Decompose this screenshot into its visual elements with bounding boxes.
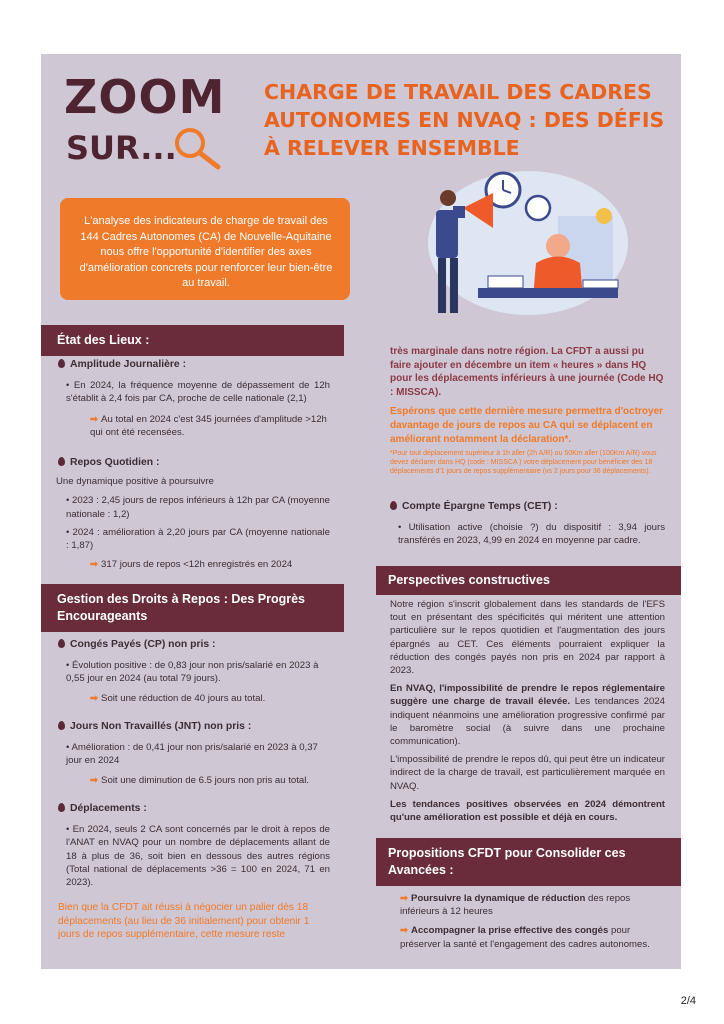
- repos-arrow: 317 jours de repos <12h enregistrés en 2024: [101, 559, 293, 571]
- repos-block: [58, 456, 330, 571]
- cp-title: Congés Payés (CP) non pris :: [70, 639, 216, 650]
- sur-word: SUR...: [66, 129, 177, 167]
- propositions-heading: Propositions CFDT pour Consolider ces Avancées :: [388, 846, 626, 877]
- amplitude-arrow: Au total en 2024 c'est 345 journées d'amplitude >12h qui ont été recensées.: [90, 413, 327, 438]
- deplacements-block: [58, 802, 330, 942]
- jnt-text: • Amélioration : de 0,41 jour non pris/salarié en 2023 à 0,37 jour en 2024: [66, 742, 318, 767]
- footnote: *Pour tout déplacement supérieur à 1h aller (2h A/R) ou 50Km aller (100Km A/R) vous devez déclarer dans HQ (code : MISSCA ) votre déplacement pour bénéficier des 18 déplacements d'1 jours de repos supplémentaire (vs 2 jours pour 36 déplacements).: [390, 450, 657, 476]
- zoom-word: ZOOM: [64, 70, 226, 124]
- arrow-icon: ➡: [90, 559, 99, 571]
- propositions-block: [400, 892, 665, 951]
- intro-box: L'analyse des indicateurs de charge de travail des 144 Cadres Autonomes (CA) de Nouvelle-Aquitaine nous offre l'opportunité d'identifier des axes d'amélioration concrets pour renforcer leur bien-être au travail.: [60, 198, 350, 300]
- arrow-icon: ➡: [400, 893, 409, 904]
- magnifier-icon: [168, 125, 228, 175]
- amplitude-block: [58, 358, 330, 439]
- drop-icon: [58, 639, 65, 648]
- repos-2023: • 2023 : 2,45 jours de repos inférieurs à 12h par CA (moyenne nationale : 1,2): [66, 495, 330, 520]
- etat-heading: État des Lieux :: [57, 333, 150, 347]
- cont-maroon: très marginale dans notre région. La CFDT a aussi pu faire ajouter en décembre un item « heures » dans HQ pour les déplacements inférieurs à une journée (Code HQ : MISSCA).: [390, 346, 664, 398]
- drop-icon: [390, 501, 397, 510]
- drop-icon: [58, 803, 65, 812]
- prop2-rest: pour préserver la santé et l'engagement des cadres autonomes.: [400, 925, 650, 950]
- persp-p2-rest: Les tendances 2024 indiquent néanmoins une amélioration progressive confirmé par le baromètre social (à suivre dans une prochaine communication).: [390, 696, 665, 748]
- arrow-icon: ➡: [400, 925, 409, 937]
- jnt-title: Jours Non Travaillés (JNT) non pris :: [70, 721, 252, 732]
- section-header-gestion: [41, 584, 344, 632]
- repos-intro: Une dynamique positive à poursuivre: [56, 476, 214, 488]
- perspectives-heading: Perspectives constructives: [388, 573, 550, 587]
- repos-2024: • 2024 : amélioration à 2,20 jours par CA (moyenne nationale : 1,87): [66, 526, 330, 552]
- prop1-rest: des repos inférieurs à 12 heures: [400, 893, 631, 918]
- section-header-perspectives: [376, 566, 681, 595]
- stressed-worker-illustration: [408, 168, 628, 328]
- prop1-bold: Poursuivre la dynamique de réduction: [411, 893, 586, 904]
- section-header-etat: [41, 325, 344, 356]
- cet-text: • Utilisation active (choisie ?) du dispositif : 3,94 jours transférés en 2023, 4,99 en 2024 en moyenne par cadre.: [398, 522, 665, 547]
- gestion-heading: Gestion des Droits à Repos : Des Progrès Encourageants: [57, 592, 305, 623]
- arrow-icon: ➡: [90, 413, 99, 425]
- drop-icon: [58, 457, 65, 466]
- amplitude-text: • En 2024, la fréquence moyenne de dépassement de 12h s'établit à 2,4 fois par CA, proche de celle nationale (2,1): [66, 380, 330, 405]
- continuation-block: [390, 345, 665, 476]
- prop2-bold: Accompagner la prise effective des congés: [411, 925, 609, 937]
- cp-arrow: Soit une réduction de 40 jours au total.: [101, 692, 266, 704]
- jnt-block: [58, 720, 330, 787]
- cp-text: • Évolution positive : de 0,83 jour non pris/salarié en 2023 à 0,55 jour en 2024 (au total 79 jours).: [66, 660, 319, 685]
- dep-text: • En 2024, seuls 2 CA sont concernés par le droit à repos de l'ANAT en NVAQ pour un nombre de déplacements allant de 18 à plus de 36, soit bien en dessous des autres régions (Total national de déplacements >36 = 100 en 2024, 71 en 2023).: [66, 824, 330, 889]
- persp-p4: Les tendances positives observées en 2024 démontrent qu'une amélioration est possible et déjà en cours.: [390, 798, 665, 824]
- page-title: CHARGE DE TRAVAIL DES CADRES AUTONOMES EN NVAQ : DES DÉFIS À RELEVER ENSEMBLE: [264, 80, 665, 160]
- arrow-icon: ➡: [90, 774, 99, 786]
- cet-title: Compte Épargne Temps (CET) :: [402, 501, 558, 512]
- persp-p3: L'impossibilité de prendre le repos dû, qui peut être un indicateur indirect de la charge de travail, est particulièrement marquée en NVAQ.: [390, 754, 665, 792]
- dep-title: Déplacements :: [70, 803, 147, 814]
- cp-block: [58, 638, 330, 705]
- persp-p2-bold: En NVAQ, l'impossibilité de prendre le repos réglementaire suggère une charge de travail élevée.: [390, 683, 665, 708]
- cet-block: [390, 500, 665, 548]
- cont-orange: Espérons que cette dernière mesure permettra d'octroyer davantage de jours de repos au CA qui se déplacent en améliorant notamment la déclaration*.: [390, 406, 664, 445]
- dep-orange: Bien que la CFDT ait réussi à négocier un palier dès 18 déplacements (au lieu de 36 initialement) pour obtenir 1 jours de repos supplémentaire, cette mesure reste: [58, 902, 310, 941]
- persp-p1: Notre région s'inscrit globalement dans les standards de l'EFS tout en présentant des spécificités qui méritent une attention particulière sur le repos quotidien et l'augmentation des jours épargnés au CET. Ces éléments pourraient expliquer la réduction des congés payés non pris en 2024 par rapport à 2023.: [390, 599, 665, 677]
- page-number: 2/4: [680, 995, 696, 1007]
- section-header-propositions: [376, 838, 681, 886]
- amplitude-title: Amplitude Journalière :: [70, 359, 187, 370]
- perspectives-block: [390, 598, 665, 824]
- arrow-icon: ➡: [90, 692, 99, 704]
- jnt-arrow: Soit une diminution de 6.5 jours non pris au total.: [101, 774, 310, 786]
- drop-icon: [58, 721, 65, 730]
- zoom-logo: [64, 70, 239, 183]
- repos-title: Repos Quotidien :: [70, 457, 160, 468]
- drop-icon: [58, 359, 65, 368]
